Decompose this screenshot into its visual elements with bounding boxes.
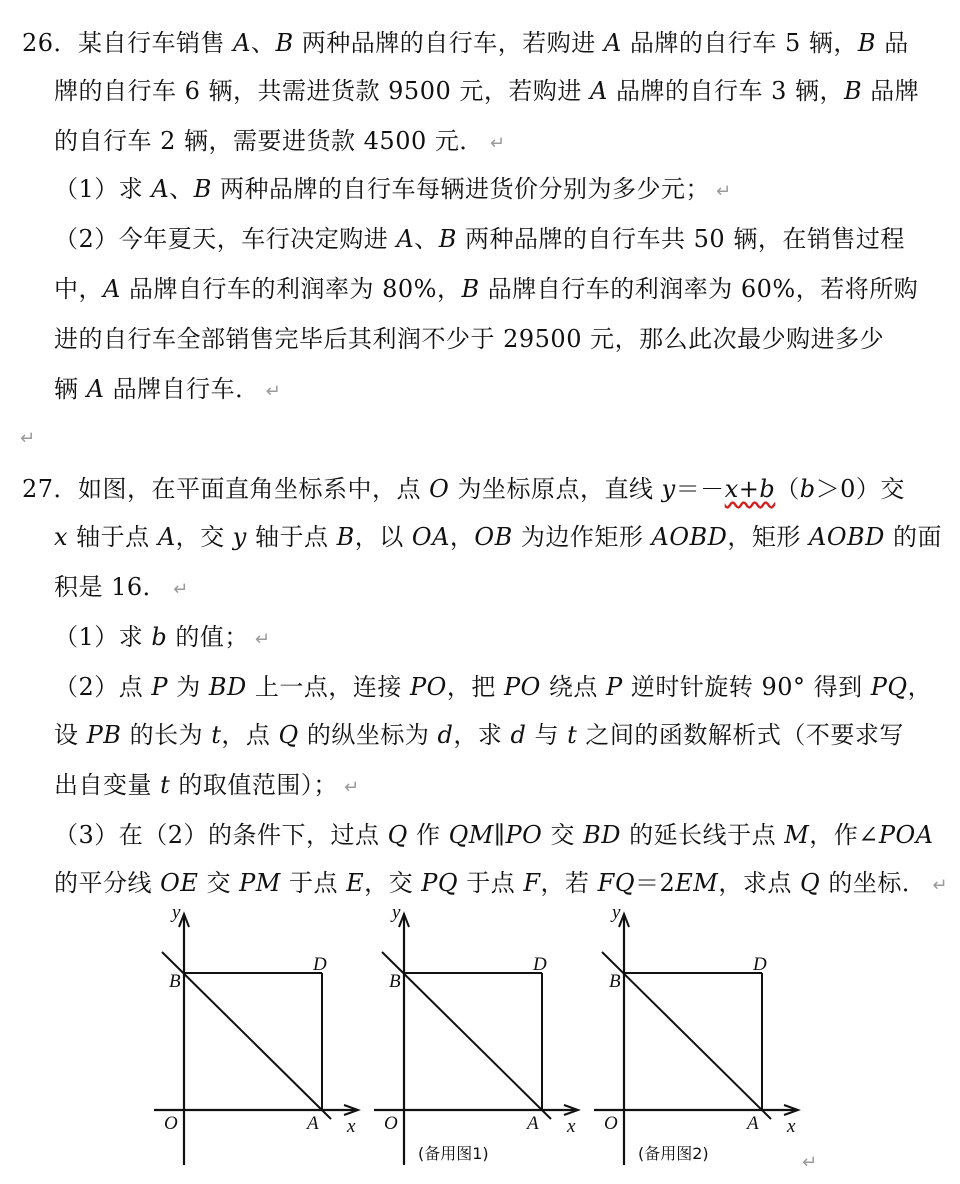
q26-line xyxy=(54,374,281,407)
math-var: FQ xyxy=(597,869,635,897)
text-run: ，把 xyxy=(446,673,504,701)
text-run: 于点 xyxy=(280,869,347,897)
math-var: OB xyxy=(474,523,513,551)
text-run: 轴于点 xyxy=(68,523,158,551)
label-D: D xyxy=(313,954,327,975)
paragraph-mark-end: ↵ xyxy=(802,1152,818,1173)
q26-line xyxy=(54,174,732,207)
text-run: 设 xyxy=(54,721,87,749)
text-run: 品牌自行车的利润率为 60%，若将所购 xyxy=(479,275,919,303)
math-var: B xyxy=(844,77,863,105)
math-var: x+b xyxy=(724,475,776,503)
label-B: B xyxy=(169,971,181,992)
q27-line xyxy=(54,820,934,850)
math-var: AOBD xyxy=(651,523,728,551)
text-run: ，求点 xyxy=(718,869,801,897)
label-y: y xyxy=(392,902,401,923)
math-var: Q xyxy=(387,821,408,849)
text-run: 的长为 xyxy=(121,721,212,749)
paragraph-mark: ↵ xyxy=(716,181,732,202)
text-run: 于点 xyxy=(458,869,524,897)
math-var: B xyxy=(857,29,877,57)
text-run: 品牌自行车． xyxy=(104,375,260,403)
text-run: 品 xyxy=(876,29,909,57)
math-var: P xyxy=(606,673,623,701)
text-run: 的坐标． xyxy=(820,869,927,897)
text-run: 27．如图，在平面直角坐标系中，点 xyxy=(22,475,430,503)
q26-line xyxy=(54,324,884,354)
q26-line xyxy=(54,76,919,106)
label-D: D xyxy=(753,954,767,975)
text-run: ，求 xyxy=(453,721,511,749)
text-run: （1）求 xyxy=(54,175,152,203)
math-var: O xyxy=(429,475,450,503)
math-var: t xyxy=(211,721,222,749)
label-O: O xyxy=(164,1113,178,1134)
label-x: x xyxy=(347,1116,356,1137)
text-run: 逆时针旋转 90° 得到 xyxy=(622,673,871,701)
math-var: Q xyxy=(278,721,299,749)
figure-spare-1 xyxy=(368,900,588,1180)
math-var: QM xyxy=(448,821,494,849)
text-run: ＝－ xyxy=(675,475,725,503)
label-A: A xyxy=(307,1113,319,1134)
q27-line xyxy=(54,770,360,803)
math-var: b xyxy=(799,475,816,503)
math-var: Q xyxy=(800,869,821,897)
text-run: 为坐标原点，直线 xyxy=(449,475,662,503)
figure-main xyxy=(148,900,368,1180)
text-run: 绕点 xyxy=(540,673,607,701)
text-run: 进的自行车全部销售完毕后其利润不少于 29500 元，那么此次最少购进多少 xyxy=(54,325,885,353)
paragraph-mark: ↵ xyxy=(343,777,360,798)
paragraph-mark: ↵ xyxy=(173,579,189,600)
text-run: 与 xyxy=(526,721,568,749)
text-run: 之间的函数解析式（不要求写 xyxy=(577,721,904,749)
math-var: A xyxy=(157,523,176,551)
text-run: 、 xyxy=(169,175,194,203)
text-run: 的纵坐标为 xyxy=(298,721,438,749)
text-run: 品牌的自行车 5 辆， xyxy=(621,29,858,57)
text-run: ，矩形 xyxy=(727,523,810,551)
math-var: y xyxy=(232,523,247,551)
text-run: 为边作矩形 xyxy=(512,523,652,551)
math-var: t xyxy=(160,771,171,799)
text-run: 的取值范围）； xyxy=(170,771,338,799)
text-run: 的自行车 2 辆，需要进货款 4500 元． xyxy=(54,127,484,155)
text-run: 的延长线于点 xyxy=(620,821,785,849)
math-var: BD xyxy=(208,673,247,701)
label-B: B xyxy=(389,971,401,992)
text-run: ， xyxy=(907,673,933,701)
math-var: A xyxy=(590,77,608,105)
math-var: PO xyxy=(409,673,447,701)
math-var: t xyxy=(567,721,578,749)
math-var: AOBD xyxy=(809,523,885,551)
figure-caption: (备用图1) xyxy=(418,1144,489,1163)
text-run: ，点 xyxy=(221,721,279,749)
text-run: 出自变量 xyxy=(54,771,161,799)
math-var: B xyxy=(461,275,480,303)
math-var: b xyxy=(151,623,168,651)
text-run: 两种品牌的自行车共 50 辆，在销售过程 xyxy=(456,225,905,253)
text-run: 交 xyxy=(542,821,584,849)
math-var: PQ xyxy=(870,673,908,701)
text-run: （ xyxy=(775,475,800,503)
math-var: A xyxy=(86,375,105,403)
paragraph-mark: ↵ xyxy=(489,133,506,154)
q27-line xyxy=(54,868,948,901)
text-run: 交 xyxy=(198,869,240,897)
q26-line xyxy=(54,224,905,254)
text-run: 积是 16． xyxy=(54,573,168,601)
text-run: 、 xyxy=(414,225,439,253)
text-run: ，若 xyxy=(540,869,598,897)
math-var: A xyxy=(603,29,622,57)
text-run: ＝2 xyxy=(635,869,676,897)
text-run: 26．某自行车销售 xyxy=(22,29,234,57)
figure-spare-2 xyxy=(588,900,808,1180)
math-var: PQ xyxy=(421,869,459,897)
text-run: 中， xyxy=(54,275,103,303)
text-run: （1）求 xyxy=(54,623,152,651)
label-x: x xyxy=(787,1116,796,1137)
q27-line xyxy=(54,522,942,552)
text-run: 品牌的自行车 3 辆， xyxy=(607,77,844,105)
q26-line xyxy=(54,126,505,159)
text-run: ，交 xyxy=(364,869,422,897)
label-D: D xyxy=(533,954,547,975)
figure-caption: (备用图2) xyxy=(638,1144,709,1163)
label-O: O xyxy=(384,1113,398,1134)
text-run: 的平分线 xyxy=(54,869,161,897)
math-var: A xyxy=(396,225,415,253)
text-run: ，交 xyxy=(175,523,233,551)
label-O: O xyxy=(604,1113,618,1134)
text-run: 上一点，连接 xyxy=(246,673,410,701)
text-run: ＞0）交 xyxy=(815,475,905,503)
label-A: A xyxy=(747,1113,759,1134)
q27-line xyxy=(54,572,189,605)
math-var: A xyxy=(151,175,170,203)
math-var: x xyxy=(54,523,69,551)
text-run: 、 xyxy=(251,29,276,57)
text-run: （2）今年夏天，车行决定购进 xyxy=(54,225,397,253)
q27-line xyxy=(54,622,271,655)
math-var: B xyxy=(438,225,457,253)
text-run: ，以 xyxy=(354,523,412,551)
math-var: B xyxy=(193,175,212,203)
text-run: 牌的自行车 6 辆，共需进货款 9500 元，若购进 xyxy=(54,77,590,105)
q27-line xyxy=(54,720,904,750)
text-run: ∥ xyxy=(493,821,506,849)
math-var: A xyxy=(233,29,252,57)
paragraph-mark: ↵ xyxy=(254,629,271,650)
text-run: 两种品牌的自行车每辆进货价分别为多少元； xyxy=(211,175,711,203)
math-var: A xyxy=(103,275,121,303)
text-run: 辆 xyxy=(54,375,87,403)
math-var: B xyxy=(336,523,355,551)
math-var: d xyxy=(437,721,454,749)
text-run: （3）在（2）的条件下，过点 xyxy=(54,821,388,849)
label-x: x xyxy=(567,1116,576,1137)
label-B: B xyxy=(609,971,621,992)
text-run: ，作∠ xyxy=(809,821,879,849)
q27-line xyxy=(54,672,932,702)
paragraph-mark: ↵ xyxy=(20,428,36,449)
q26-line xyxy=(54,274,918,304)
math-var: F xyxy=(523,869,541,897)
paragraph-mark: ↵ xyxy=(265,381,282,402)
text-run: 品牌自行车的利润率为 80%， xyxy=(120,275,462,303)
math-var: P xyxy=(151,673,169,701)
math-var: d xyxy=(510,721,527,749)
text-run: 的值； xyxy=(167,623,249,651)
text-run: ， xyxy=(449,523,475,551)
math-var: M xyxy=(784,821,810,849)
math-var: PM xyxy=(239,869,281,897)
math-var: OE xyxy=(160,869,199,897)
math-var: POA xyxy=(878,821,934,849)
math-var: B xyxy=(275,29,294,57)
text-run: 两种品牌的自行车，若购进 xyxy=(293,29,604,57)
math-var: PO xyxy=(505,821,543,849)
math-var: BD xyxy=(583,821,621,849)
math-var: EM xyxy=(675,869,719,897)
label-y: y xyxy=(172,902,181,923)
text-run: 轴于点 xyxy=(246,523,337,551)
q26-line xyxy=(22,28,909,58)
math-var: y xyxy=(661,475,676,503)
text-run: 品牌 xyxy=(862,77,920,105)
text-run: 为 xyxy=(168,673,209,701)
text-run: （2）点 xyxy=(54,673,152,701)
label-y: y xyxy=(612,902,621,923)
label-A: A xyxy=(527,1113,539,1134)
math-var: PB xyxy=(86,721,122,749)
math-var: E xyxy=(346,869,365,897)
text-run: 作 xyxy=(407,821,449,849)
text-run: 的面 xyxy=(884,523,943,551)
q27-line xyxy=(22,474,905,504)
math-var: PO xyxy=(503,673,541,701)
math-var: OA xyxy=(411,523,450,551)
paragraph-mark: ↵ xyxy=(932,875,948,896)
